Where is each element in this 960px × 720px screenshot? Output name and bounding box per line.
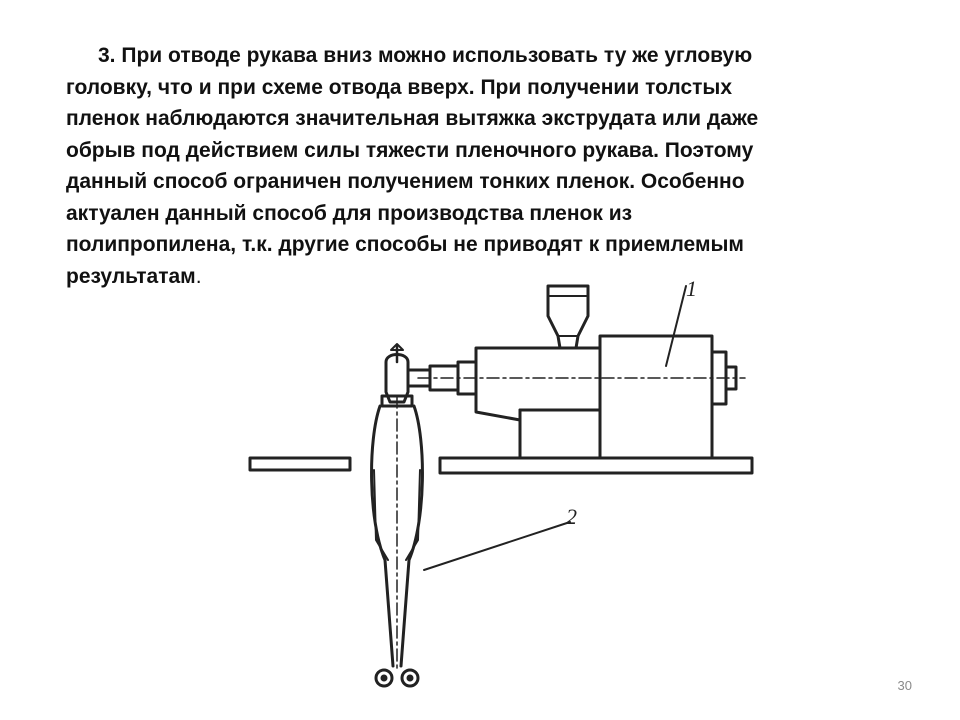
text-line: головку, что и при схеме отвода вверх. При получении толстых — [66, 75, 733, 99]
barrel-support — [520, 410, 600, 458]
nip-roll-left-hub — [382, 676, 386, 680]
nip-roll-right-hub — [408, 676, 412, 680]
text-line: 3. При отводе рукава вниз можно использовать ту же угловую — [98, 44, 753, 67]
left-floor-slab — [250, 458, 350, 470]
text-line: пленок наблюдаются значительная вытяжка экструдата или даже — [66, 107, 759, 130]
slide-number: 30 — [897, 678, 912, 693]
leader-line-1 — [666, 286, 686, 366]
final-period: . — [195, 264, 202, 288]
motor-shaft-end — [726, 367, 736, 389]
label-2: 2 — [566, 504, 577, 529]
text-line: актуален данный способ для производства пленок из — [66, 201, 633, 225]
label-1: 1 — [686, 276, 697, 301]
drive-motor — [600, 336, 712, 458]
base-plate — [440, 458, 752, 473]
extruder-barrel — [476, 348, 600, 420]
text-line: обрыв под действием силы тяжести пленочного рукава. Поэтому — [66, 138, 754, 162]
text-line: полипропилена, т.к. другие способы не приводят к приемлемым — [66, 233, 744, 256]
text-line: данный способ ограничен получением тонких пленок. Особенно — [66, 170, 745, 193]
leader-line-2 — [424, 522, 570, 570]
last-line-text: результатам — [66, 264, 196, 288]
